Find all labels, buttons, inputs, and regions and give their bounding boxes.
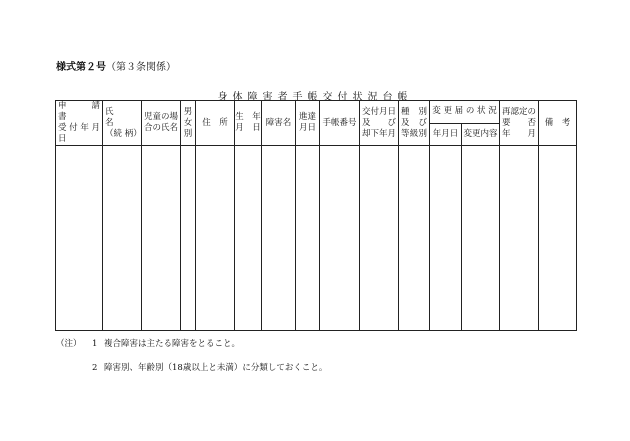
cell-grade[interactable] bbox=[399, 146, 430, 331]
note-text: 障害別、年齢別（18歳以上と未満）に分類しておくこと。 bbox=[104, 363, 328, 373]
note-number: 2 bbox=[92, 363, 98, 373]
header-change-content: 変更内容 bbox=[462, 123, 500, 146]
header-application-date: 申 請 書 受付年月日 bbox=[56, 101, 103, 146]
form-number: 様式第２号 bbox=[56, 62, 106, 73]
cell-remarks[interactable] bbox=[539, 146, 577, 331]
header-sex: 男 女 別 bbox=[181, 101, 196, 146]
cell-birthdate[interactable] bbox=[235, 146, 262, 331]
document-title: 身体障害者手帳交付状況台帳 bbox=[217, 92, 413, 103]
cell-child-name[interactable] bbox=[142, 146, 181, 331]
cell-disability-name[interactable] bbox=[262, 146, 296, 331]
cell-certificate-number[interactable] bbox=[320, 146, 360, 331]
cell-application-date[interactable] bbox=[56, 146, 103, 331]
register-table bbox=[55, 100, 577, 331]
header-issue-date: 交付月日 及 び 却下年月 bbox=[360, 101, 399, 146]
cell-issue-date[interactable] bbox=[360, 146, 399, 331]
note-number: 1 bbox=[92, 339, 98, 349]
header-change-status: 変 更 届 の 状 況 bbox=[430, 101, 500, 124]
header-grade: 種 別 及 び 等級別 bbox=[399, 101, 430, 146]
notes-label: （注） bbox=[56, 339, 82, 349]
cell-address[interactable] bbox=[196, 146, 235, 331]
header-forwarding-date: 進達 月日 bbox=[296, 101, 320, 146]
cell-name[interactable] bbox=[103, 146, 142, 331]
cell-recertification[interactable] bbox=[500, 146, 539, 331]
cell-forwarding-date[interactable] bbox=[296, 146, 320, 331]
register-body-row bbox=[56, 146, 577, 331]
header-change-date: 年月日 bbox=[430, 123, 462, 146]
header-birthdate: 生 年 月 日 bbox=[235, 101, 262, 146]
cell-change-content[interactable] bbox=[462, 146, 500, 331]
note-text: 複合障害は主たる障害をとること。 bbox=[104, 339, 241, 349]
header-certificate-number: 手帳番号 bbox=[320, 101, 360, 146]
cell-change-date[interactable] bbox=[430, 146, 462, 331]
header-name: 氏 名 （続 柄） bbox=[103, 101, 142, 146]
header-disability-name: 障害名 bbox=[262, 101, 296, 146]
cell-sex[interactable] bbox=[181, 146, 196, 331]
header-child-name: 児童の場 合の氏名 bbox=[142, 101, 181, 146]
form-label bbox=[56, 58, 176, 73]
form-reference: （第３条関係） bbox=[106, 62, 176, 73]
header-remarks: 備 考 bbox=[539, 101, 577, 146]
header-recertification: 再認定の 要 否 年 月 bbox=[500, 101, 539, 146]
header-address: 住 所 bbox=[196, 101, 235, 146]
